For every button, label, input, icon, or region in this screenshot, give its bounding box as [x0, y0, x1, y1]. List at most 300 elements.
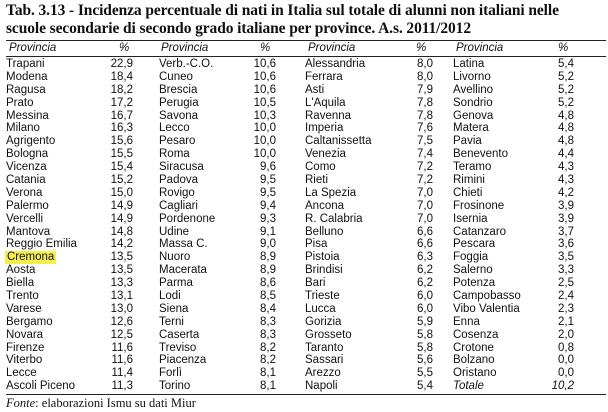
table-row — [453, 354, 574, 367]
top-rule — [6, 40, 606, 41]
province-name: Savona — [159, 109, 199, 122]
province-name: Rieti — [305, 174, 329, 187]
province-name: Benevento — [453, 148, 508, 161]
table-row — [305, 97, 433, 110]
percent-value: 5,5 — [417, 367, 433, 380]
province-name: Parma — [159, 277, 193, 290]
percent-value: 11,6 — [111, 341, 133, 354]
title-line-2: scuole secondarie di secondo grado italiane per province. A.s. 2011/2012 — [6, 20, 471, 37]
percent-value: 17,2 — [110, 96, 133, 109]
table-row — [159, 342, 276, 355]
province-name: Lucca — [305, 302, 336, 315]
province-name: L'Aquila — [305, 96, 346, 109]
percent-value: 10,0 — [253, 122, 276, 135]
province-name: Brindisi — [305, 264, 343, 277]
percent-value: 15,0 — [110, 186, 133, 199]
table-row — [305, 161, 433, 174]
table-row — [6, 316, 133, 329]
province-name: Torino — [159, 380, 191, 393]
percent-value: 0,0 — [558, 354, 574, 367]
percent-value: 4,3 — [558, 161, 574, 174]
percent-value: 8,2 — [260, 354, 276, 367]
table-row — [159, 251, 276, 264]
table-row — [6, 342, 133, 355]
table-row — [159, 238, 276, 251]
table-row — [6, 277, 133, 290]
province-name: Lodi — [159, 290, 181, 303]
percent-value: 4,4 — [558, 148, 574, 161]
province-name: Mantova — [6, 225, 51, 238]
percent-value: 6,6 — [417, 225, 433, 238]
table-row — [453, 97, 574, 110]
table-row — [305, 135, 433, 148]
province-name: Roma — [159, 148, 190, 161]
source-label: Fonte — [6, 396, 36, 410]
table-row — [159, 213, 276, 226]
province-name: Forlì — [159, 367, 182, 380]
province-name: Agrigento — [6, 135, 56, 148]
table-row — [6, 200, 133, 213]
percent-value: 9,5 — [260, 174, 276, 187]
table-row — [6, 110, 133, 123]
province-name: Vibo Valentia — [453, 302, 520, 315]
percent-value: 6,6 — [417, 238, 433, 251]
province-name: Potenza — [453, 277, 496, 290]
province-name: Biella — [6, 277, 35, 290]
province-name: Milano — [6, 122, 40, 135]
table-row — [453, 58, 574, 71]
table-row — [453, 161, 574, 174]
table-row — [159, 290, 276, 303]
percent-value: 10,6 — [253, 70, 276, 83]
percent-value: 7,0 — [417, 199, 433, 212]
table-row — [305, 316, 433, 329]
table-row — [159, 264, 276, 277]
table-row — [305, 380, 433, 393]
table-row — [305, 58, 433, 71]
table-row — [453, 303, 574, 316]
percent-value: 14,9 — [110, 212, 133, 225]
table-row — [453, 135, 574, 148]
percent-value: 11,6 — [111, 354, 133, 367]
percent-value: 14,2 — [110, 238, 133, 251]
percent-value: 2,3 — [558, 302, 574, 315]
province-name: Bari — [305, 277, 326, 290]
table-row — [6, 187, 133, 200]
percent-value: 8,9 — [260, 251, 276, 264]
table-title — [6, 2, 606, 38]
table-row — [305, 277, 433, 290]
province-name: Pisa — [305, 238, 328, 251]
source-text: : elaborazioni Ismu su dati Miur — [35, 396, 196, 410]
percent-value: 8,6 — [260, 277, 276, 290]
table-row — [305, 200, 433, 213]
table-row — [159, 329, 276, 342]
table-row — [453, 84, 574, 97]
province-name: Lecco — [159, 122, 190, 135]
percent-value: 5,4 — [558, 58, 574, 70]
percent-value: 15,6 — [110, 135, 133, 148]
province-name: Latina — [453, 58, 485, 70]
table-row — [6, 354, 133, 367]
percent-value: 5,8 — [417, 328, 433, 341]
percent-value: 3,3 — [558, 264, 574, 277]
table-row — [305, 84, 433, 97]
province-name: Taranto — [305, 341, 344, 354]
province-name: Aosta — [6, 264, 36, 277]
percent-value: 6,2 — [417, 264, 433, 277]
table-row — [159, 110, 276, 123]
percent-value: 8,2 — [260, 341, 276, 354]
province-name: Crotone — [453, 341, 494, 354]
province-name: Como — [305, 161, 336, 174]
percent-value: 2,5 — [558, 277, 574, 290]
province-name: Catanzaro — [453, 225, 507, 238]
province-name: Belluno — [305, 225, 344, 238]
percent-value: 6,0 — [417, 302, 433, 315]
percent-value: 9,4 — [260, 199, 276, 212]
header-percent: % — [260, 42, 271, 54]
table-row — [453, 316, 574, 329]
province-name: Vercelli — [6, 212, 44, 225]
percent-value: 5,2 — [558, 96, 574, 109]
table-row — [453, 264, 574, 277]
percent-value: 7,2 — [417, 161, 433, 174]
province-name: Alessandria — [305, 58, 366, 70]
percent-value: 7,4 — [417, 148, 433, 161]
province-name: Livorno — [453, 70, 491, 83]
province-name: Napoli — [305, 380, 338, 393]
province-name: Gorizia — [305, 315, 342, 328]
percent-value: 3,6 — [558, 238, 574, 251]
table-row — [305, 290, 433, 303]
province-name: R. Calabria — [305, 212, 363, 225]
percent-value: 8,1 — [260, 380, 276, 393]
table-row — [453, 277, 574, 290]
table-row — [6, 213, 133, 226]
province-name: Caltanissetta — [305, 135, 372, 148]
province-name: Terni — [159, 315, 184, 328]
percent-value: 5,9 — [417, 315, 433, 328]
table-row — [305, 367, 433, 380]
table-row — [305, 148, 433, 161]
province-name: Rovigo — [159, 186, 195, 199]
percent-value: 13,1 — [110, 290, 133, 303]
table-row — [159, 84, 276, 97]
percent-value: 7,9 — [417, 83, 433, 96]
percent-value: 18,4 — [110, 70, 133, 83]
percent-value: 10,5 — [253, 96, 276, 109]
province-name: Totale — [453, 380, 484, 393]
table-row — [305, 226, 433, 239]
table-row — [453, 290, 574, 303]
percent-value: 9,0 — [260, 238, 276, 251]
percent-value: 5,2 — [558, 83, 574, 96]
province-name: Rimini — [453, 174, 485, 187]
province-name: Chieti — [453, 186, 483, 199]
province-name: Verb.-C.O. — [159, 58, 214, 70]
table-row — [453, 251, 574, 264]
table-row — [453, 367, 574, 380]
percent-value: 9,5 — [260, 186, 276, 199]
percent-value: 3,5 — [558, 251, 574, 264]
table-row — [453, 148, 574, 161]
province-name: Isernia — [453, 212, 488, 225]
province-name: Perugia — [159, 96, 199, 109]
percent-value: 8,5 — [260, 290, 276, 303]
percent-value: 9,6 — [260, 161, 276, 174]
province-name: Ascoli Piceno — [6, 380, 76, 393]
percent-value: 22,9 — [110, 58, 133, 70]
percent-value: 8,1 — [260, 367, 276, 380]
province-name: Foggia — [453, 251, 489, 264]
province-name: Pistoia — [305, 251, 340, 264]
province-name: Padova — [159, 174, 199, 187]
table-row — [305, 213, 433, 226]
table-row — [6, 380, 133, 393]
table-row — [159, 71, 276, 84]
province-name: Macerata — [159, 264, 207, 277]
rows-col-2 — [159, 58, 276, 393]
table-row — [453, 174, 574, 187]
percent-value: 15,4 — [110, 161, 133, 174]
table-row — [453, 213, 574, 226]
table-row — [159, 122, 276, 135]
table-row — [159, 58, 276, 71]
province-name: Genova — [453, 109, 494, 122]
table-row — [159, 316, 276, 329]
table-row — [6, 251, 133, 264]
percent-value: 7,6 — [417, 122, 433, 135]
province-name: Novara — [6, 328, 44, 341]
percent-value: 10,3 — [253, 109, 276, 122]
province-name: Firenze — [6, 341, 45, 354]
percent-value: 18,2 — [110, 83, 133, 96]
table-row — [159, 161, 276, 174]
table-row — [159, 277, 276, 290]
percent-value: 8,0 — [417, 70, 433, 83]
total-row — [453, 380, 574, 393]
percent-value: 6,2 — [417, 277, 433, 290]
province-name: Piacenza — [159, 354, 207, 367]
province-name: Udine — [159, 225, 190, 238]
percent-value: 7,0 — [417, 212, 433, 225]
province-name: Oristano — [453, 367, 497, 380]
percent-value: 15,2 — [110, 174, 133, 187]
header-percent: % — [416, 42, 427, 54]
percent-value: 11,3 — [111, 380, 133, 393]
table-row — [305, 329, 433, 342]
header-percent: % — [119, 42, 130, 54]
percent-value: 3,7 — [558, 225, 574, 238]
province-name: Grosseto — [305, 328, 352, 341]
province-name: Siracusa — [159, 161, 204, 174]
table-row — [159, 148, 276, 161]
percent-value: 9,3 — [260, 212, 276, 225]
percent-value: 10,0 — [253, 148, 276, 161]
table-row — [6, 122, 133, 135]
province-name: Cuneo — [159, 70, 193, 83]
table-row — [6, 238, 133, 251]
table-row — [159, 97, 276, 110]
percent-value: 0,8 — [558, 341, 574, 354]
percent-value: 5,8 — [417, 341, 433, 354]
header-provincia: Provincia — [9, 42, 57, 54]
province-name: Treviso — [159, 341, 197, 354]
table-row — [305, 187, 433, 200]
table-row — [453, 342, 574, 355]
province-name: Avellino — [453, 83, 494, 96]
table-row — [159, 174, 276, 187]
province-name: Palermo — [6, 199, 49, 212]
percent-value: 13,5 — [110, 264, 133, 277]
province-name: Brescia — [159, 83, 198, 96]
percent-value: 5,2 — [558, 70, 574, 83]
province-name: Pescara — [453, 238, 496, 251]
percent-value: 8,0 — [417, 58, 433, 70]
table-row — [453, 122, 574, 135]
rows-col-3 — [305, 58, 433, 393]
table-row — [6, 135, 133, 148]
percent-value: 16,7 — [110, 109, 133, 122]
table-row — [453, 71, 574, 84]
percent-value: 5,6 — [417, 354, 433, 367]
province-name: Caserta — [159, 328, 200, 341]
table-row — [6, 97, 133, 110]
table-row — [453, 329, 574, 342]
province-name: Catania — [6, 174, 46, 187]
table-row — [159, 200, 276, 213]
percent-value: 7,5 — [417, 135, 433, 148]
percent-value: 12,6 — [110, 315, 133, 328]
header-provincia: Provincia — [456, 42, 504, 54]
province-name: Teramo — [453, 161, 492, 174]
percent-value: 4,2 — [558, 186, 574, 199]
header-rule — [6, 56, 606, 57]
province-name: Bolzano — [453, 354, 495, 367]
table-row — [159, 367, 276, 380]
percent-value: 7,8 — [417, 109, 433, 122]
percent-value: 4,3 — [558, 174, 574, 187]
province-name: Viterbo — [6, 354, 43, 367]
province-name: Vicenza — [6, 161, 47, 174]
percent-value: 2,4 — [558, 290, 574, 303]
percent-value: 8,4 — [260, 302, 276, 315]
table-row — [305, 303, 433, 316]
header-provincia: Provincia — [161, 42, 209, 54]
province-name: Ragusa — [6, 83, 46, 96]
province-name: Bologna — [6, 148, 49, 161]
province-name: Messina — [6, 109, 49, 122]
table-row — [6, 174, 133, 187]
province-name: Cosenza — [453, 328, 499, 341]
province-name: Trento — [6, 290, 39, 303]
percent-value: 8,3 — [260, 315, 276, 328]
province-name: Bergamo — [6, 315, 53, 328]
province-name: Arezzo — [305, 367, 341, 380]
table-row — [159, 135, 276, 148]
percent-value: 13,5 — [110, 251, 133, 264]
province-name: Ferrara — [305, 70, 343, 83]
percent-value: 0,0 — [558, 367, 574, 380]
table-row — [453, 187, 574, 200]
province-name: Venezia — [305, 148, 346, 161]
province-name: Verona — [6, 186, 43, 199]
percent-value: 8,9 — [260, 264, 276, 277]
table-row — [6, 367, 133, 380]
percent-value: 3,9 — [558, 212, 574, 225]
table-row — [6, 329, 133, 342]
percent-value: 9,1 — [260, 225, 276, 238]
table-row — [305, 238, 433, 251]
province-name: Reggio Emilia — [6, 238, 77, 251]
province-name-highlighted: Cremona — [7, 251, 55, 264]
rows-col-4 — [453, 58, 574, 393]
province-name: Pesaro — [159, 135, 196, 148]
table-row — [305, 174, 433, 187]
province-name: La Spezia — [305, 186, 357, 199]
table-row — [305, 110, 433, 123]
province-name: Trapani — [6, 58, 45, 70]
title-line-1: Tab. 3.13 - Incidenza percentuale di nati in Italia sul totale di alunni non italiani nelle — [6, 2, 559, 19]
province-name: Ancona — [305, 199, 345, 212]
rows-col-1 — [6, 58, 133, 393]
percent-value: 14,8 — [110, 225, 133, 238]
table-row — [6, 264, 133, 277]
percent-value: 2,1 — [558, 315, 574, 328]
province-name: Matera — [453, 122, 489, 135]
percent-value: 6,3 — [417, 251, 433, 264]
province-name: Asti — [305, 83, 325, 96]
percent-value: 7,0 — [417, 186, 433, 199]
province-name: Trieste — [305, 290, 340, 303]
percent-value: 11,4 — [111, 367, 133, 380]
table-row — [453, 226, 574, 239]
table-row — [6, 84, 133, 97]
percent-value: 10,6 — [253, 58, 276, 70]
table-row — [6, 71, 133, 84]
percent-value: 6,0 — [417, 290, 433, 303]
province-name: Frosinone — [453, 199, 505, 212]
province-name: Cagliari — [159, 199, 198, 212]
province-name: Campobasso — [453, 290, 521, 303]
percent-value: 13,3 — [110, 277, 133, 290]
percent-value: 15,5 — [110, 148, 133, 161]
province-name: Salerno — [453, 264, 493, 277]
percent-value: 8,3 — [260, 328, 276, 341]
table-row — [159, 354, 276, 367]
table-row — [305, 71, 433, 84]
table-row — [305, 354, 433, 367]
percent-value: 7,2 — [417, 174, 433, 187]
source-note — [6, 395, 196, 411]
percent-value: 10,2 — [551, 380, 574, 393]
province-name: Enna — [453, 315, 480, 328]
percent-value: 13,0 — [110, 302, 133, 315]
table-row — [159, 303, 276, 316]
table-row — [305, 251, 433, 264]
province-name: Pordenone — [159, 212, 216, 225]
province-name: Siena — [159, 302, 189, 315]
table-row — [453, 238, 574, 251]
table-row — [6, 303, 133, 316]
percent-value: 14,9 — [110, 199, 133, 212]
header-percent: % — [558, 42, 569, 54]
table-row — [6, 290, 133, 303]
table-row — [305, 122, 433, 135]
province-name: Modena — [6, 70, 48, 83]
table-row — [453, 200, 574, 213]
